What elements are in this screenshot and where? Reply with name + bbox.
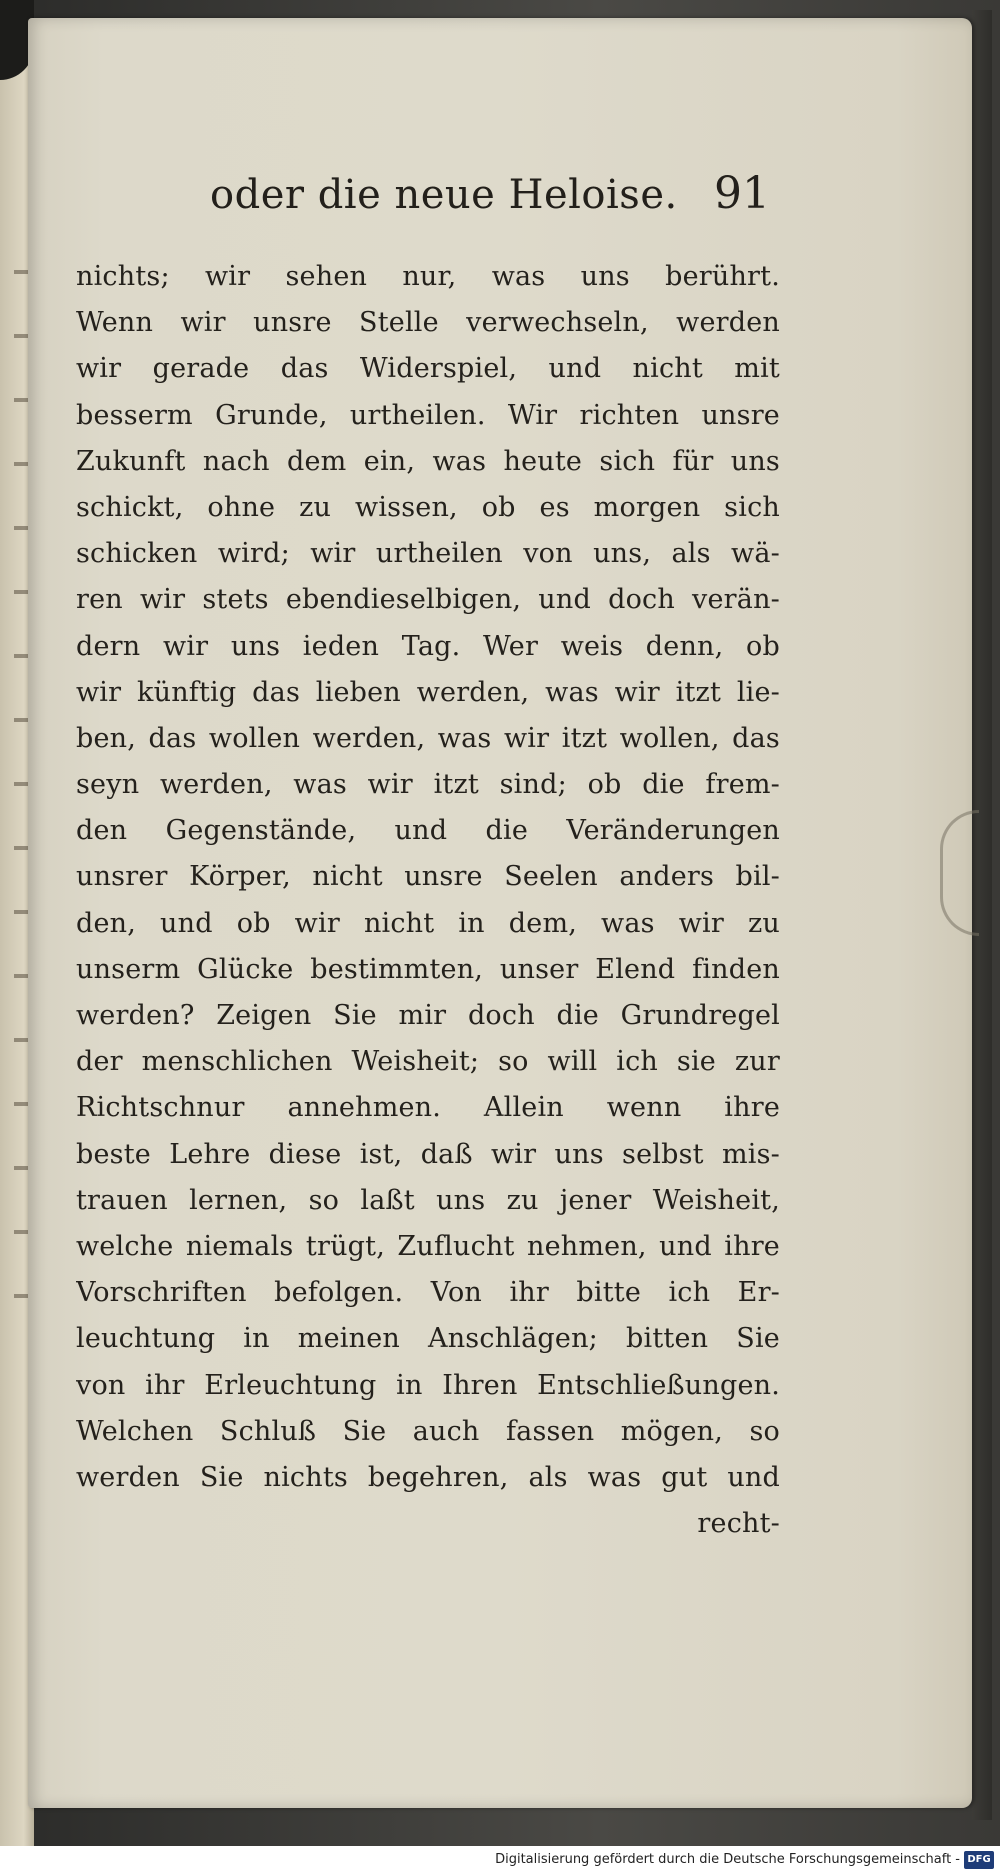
text-line: werden? Zeigen Sie mir doch die Grundregel (76, 1000, 780, 1031)
text-line: unserm Glücke bestimmten, unser Elend finden (76, 953, 780, 985)
text-line: dern wir uns ieden Tag. Wer weis denn, ob (76, 630, 780, 662)
funding-credit: Digitalisierung gefördert durch die Deutsche Forschungsgemeinschaft - (495, 1852, 960, 1867)
text-line: ben, das wollen werden, was wir itzt wollen, das (76, 722, 780, 754)
text-line: schickt, ohne zu wissen, ob es morgen sich (76, 491, 780, 523)
text-line: leuchtung in meinen Anschlägen; bitten Sie (76, 1323, 780, 1355)
text-line: der menschlichen Weisheit; so will ich sie zur (76, 1046, 780, 1078)
running-head (210, 168, 770, 224)
text-line: schicken wird; wir urtheilen von uns, als wä- (76, 538, 780, 570)
text-line: seyn werden, was wir itzt sind; ob die frem- (76, 769, 780, 801)
text-line: Zukunft nach dem ein, was heute sich für uns (76, 445, 780, 477)
footer-bar (0, 1846, 1000, 1876)
text-line: den Gegenstände, und die Veränderungen (76, 815, 780, 847)
text-line: besserm Grunde, urtheilen. Wir richten unsre (76, 399, 780, 431)
text-line: beste Lehre diese ist, daß wir uns selbst mis- (76, 1138, 780, 1170)
text-line: welche niemals trügt, Zuflucht nehmen, und ihre (76, 1230, 780, 1262)
text-line: Richtschnur annehmen. Allein wenn ihre (76, 1092, 780, 1124)
text-line: Welchen Schluß Sie auch fassen mögen, so (76, 1415, 780, 1447)
text-line: ren wir stets ebendieselbigen, und doch verän- (76, 584, 780, 616)
page-clip-mark (940, 810, 979, 936)
body-text (76, 254, 780, 1547)
page-number: 91 (714, 168, 770, 219)
text-line: Vorschriften befolgen. Von ihr bitte ich Er- (76, 1277, 780, 1309)
running-title: oder die neue Heloise. (210, 172, 678, 218)
catchword: recht- (697, 1508, 780, 1540)
text-line: trauen lernen, so laßt uns zu jener Weisheit, (76, 1184, 780, 1216)
text-line: nichts; wir sehen nur, was uns berührt. (76, 261, 780, 292)
dfg-logo: DFG (964, 1851, 994, 1869)
text-line: Wenn wir unsre Stelle verwechseln, werden (76, 307, 780, 339)
text-line: unsrer Körper, nicht unsre Seelen anders bil- (76, 861, 780, 893)
text-line: den, und ob wir nicht in dem, was wir zu (76, 907, 780, 939)
text-line: wir gerade das Widerspiel, und nicht mit (76, 353, 780, 385)
text-line: werden Sie nichts begehren, als was gut und (76, 1461, 780, 1493)
text-line: wir künftig das lieben werden, was wir itzt lie- (76, 676, 780, 708)
text-line: von ihr Erleuchtung in Ihren Entschließungen. (76, 1369, 780, 1401)
